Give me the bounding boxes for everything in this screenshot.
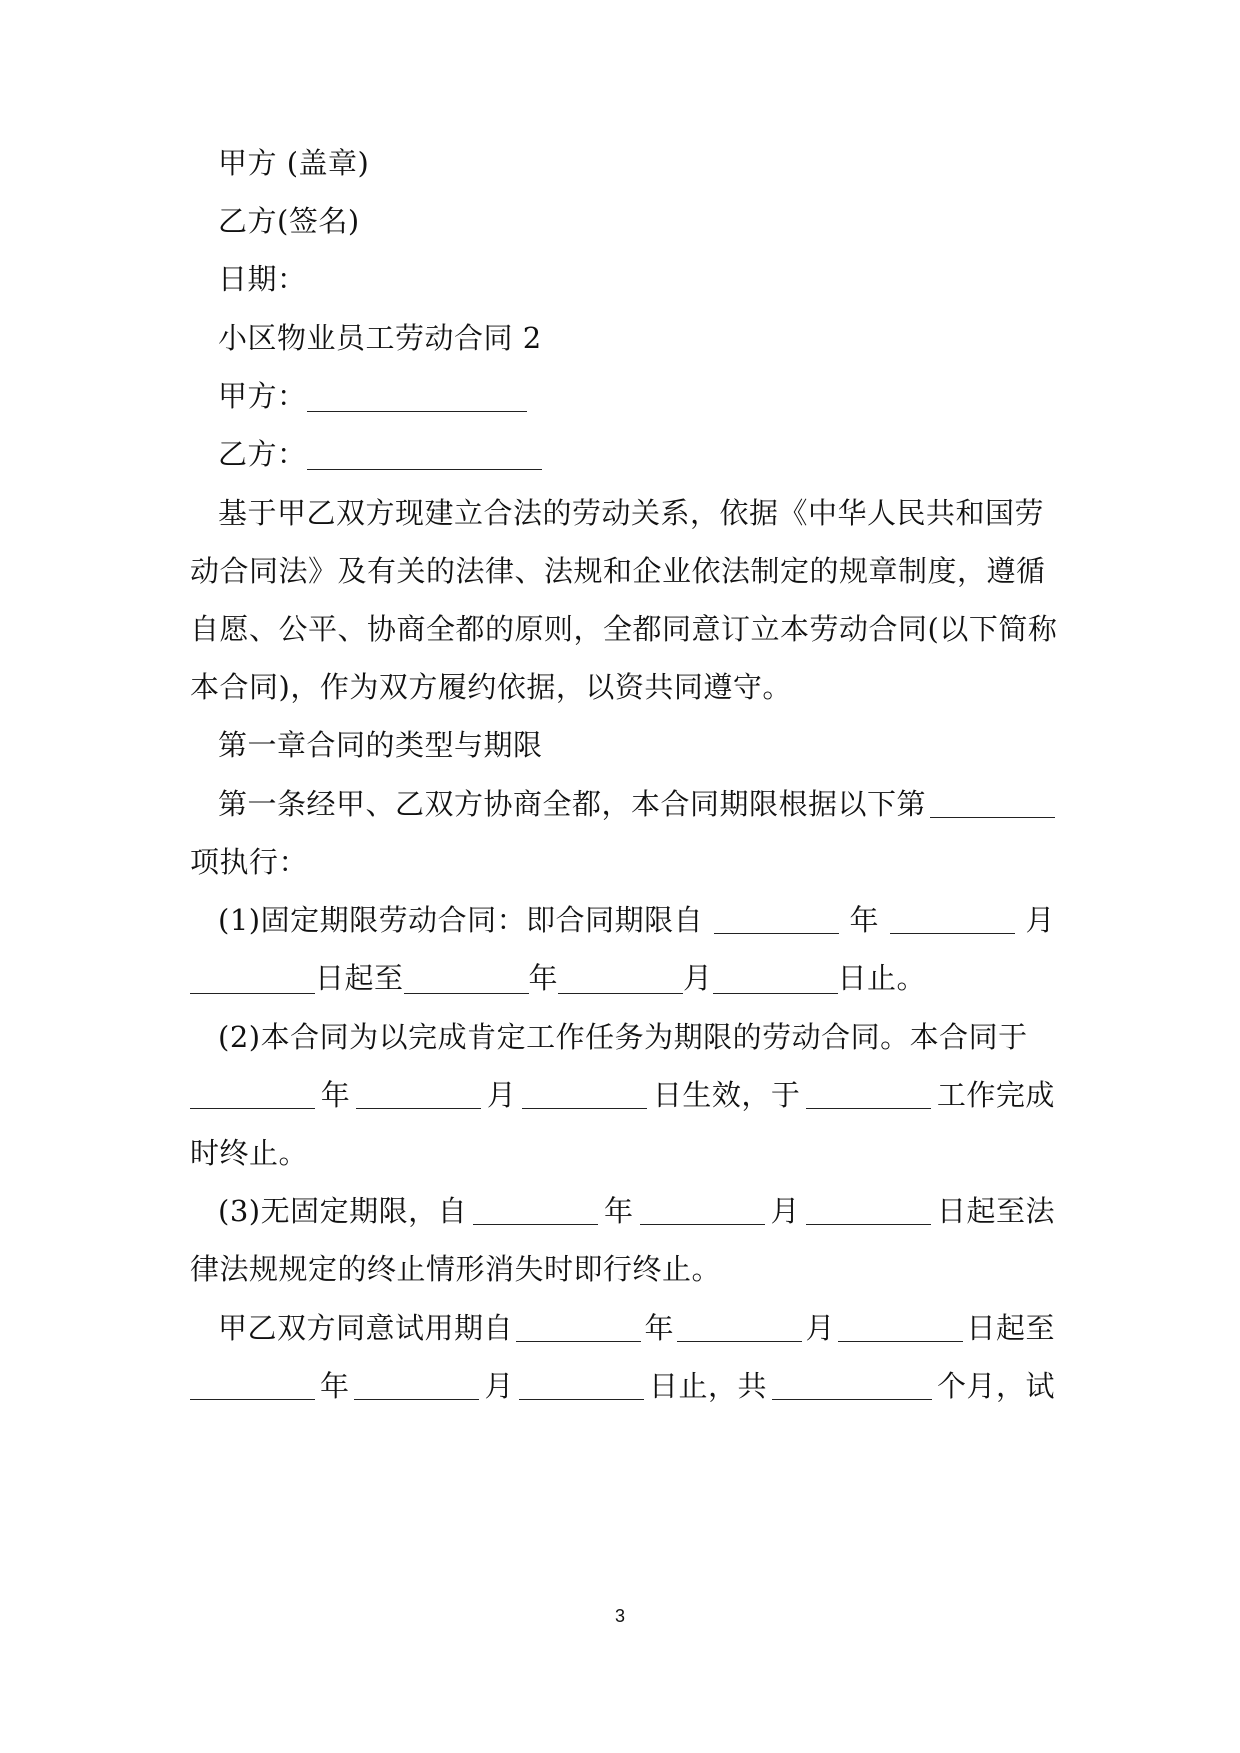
end-month-blank xyxy=(558,963,683,994)
party-b-label: 乙方： xyxy=(218,437,307,471)
party-a-label: 甲方： xyxy=(218,379,307,413)
probation-end-day-blank xyxy=(519,1369,644,1400)
party-b-sign-line: 乙方(签名) xyxy=(218,204,360,238)
start-year-blank xyxy=(714,903,839,934)
party-b-blank xyxy=(307,439,542,470)
article-1-line-2: 项执行： xyxy=(190,845,309,879)
intro-line-3: 自愿、公平、协商全都的原则，全都同意订立本劳动合同(以下简称 xyxy=(190,612,1058,646)
start-day-blank xyxy=(190,963,315,994)
party-a-blank xyxy=(307,381,527,412)
intro-line-1: 基于甲乙双方现建立合法的劳动关系，依据《中华人民共和国劳 xyxy=(218,496,1045,530)
party-a-field xyxy=(218,374,1083,418)
probation-end-year-blank xyxy=(190,1369,315,1400)
probation-line-1: 甲乙双方同意试用期自 年 月 日起至 xyxy=(218,1311,1055,1345)
doc-title: 小区物业员工劳动合同 2 xyxy=(218,321,542,355)
article-1-line-1: 第一条经甲、乙双方协商全都，本合同期限根据以下第 xyxy=(218,782,1055,826)
option-1-line-2: 日起至 年 月 日止。 xyxy=(190,956,1055,1000)
end-year-blank xyxy=(404,963,529,994)
probation-start-day-blank xyxy=(838,1311,963,1342)
option-3-line-1: (3)无固定期限，自 年 月 日起至法 xyxy=(218,1194,1055,1228)
party-b-field xyxy=(218,432,1083,476)
intro-line-4: 本合同)，作为双方履约依据，以资共同遵守。 xyxy=(190,670,792,704)
end-day-blank xyxy=(713,963,838,994)
probation-months-blank xyxy=(772,1369,932,1400)
work-task-blank xyxy=(806,1078,931,1109)
date-line: 日期： xyxy=(218,262,307,296)
open-month-blank xyxy=(640,1194,765,1225)
probation-start-year-blank xyxy=(516,1311,641,1342)
option-2-line-2: 年 月 日生效，于 工作完成 xyxy=(190,1073,1055,1117)
open-year-blank xyxy=(473,1194,598,1225)
option-1-line-1: (1)固定期限劳动合同：即合同期限自 年 月 xyxy=(218,903,1055,937)
probation-end-month-blank xyxy=(354,1369,479,1400)
term-option-blank xyxy=(930,787,1055,818)
option-2-line-3: 时终止。 xyxy=(190,1136,309,1170)
chapter-1-title: 第一章合同的类型与期限 xyxy=(218,728,543,762)
effect-day-blank xyxy=(522,1078,647,1109)
intro-line-2: 动合同法》及有关的法律、法规和企业依法制定的规章制度，遵循 xyxy=(190,554,1046,588)
probation-line-2: 年 月 日止，共 个月，试 xyxy=(190,1364,1055,1408)
page-number: 3 xyxy=(614,1606,625,1626)
option-3-line-2: 律法规规定的终止情形消失时即行终止。 xyxy=(190,1252,722,1286)
option-2-line-1: (2)本合同为以完成肯定工作任务为期限的劳动合同。本合同于 xyxy=(218,1020,1028,1054)
start-month-blank xyxy=(890,903,1015,934)
effect-year-blank xyxy=(190,1078,315,1109)
effect-month-blank xyxy=(356,1078,481,1109)
open-day-blank xyxy=(806,1194,931,1225)
party-a-seal-line: 甲方 (盖章) xyxy=(218,146,370,180)
probation-start-month-blank xyxy=(677,1311,802,1342)
